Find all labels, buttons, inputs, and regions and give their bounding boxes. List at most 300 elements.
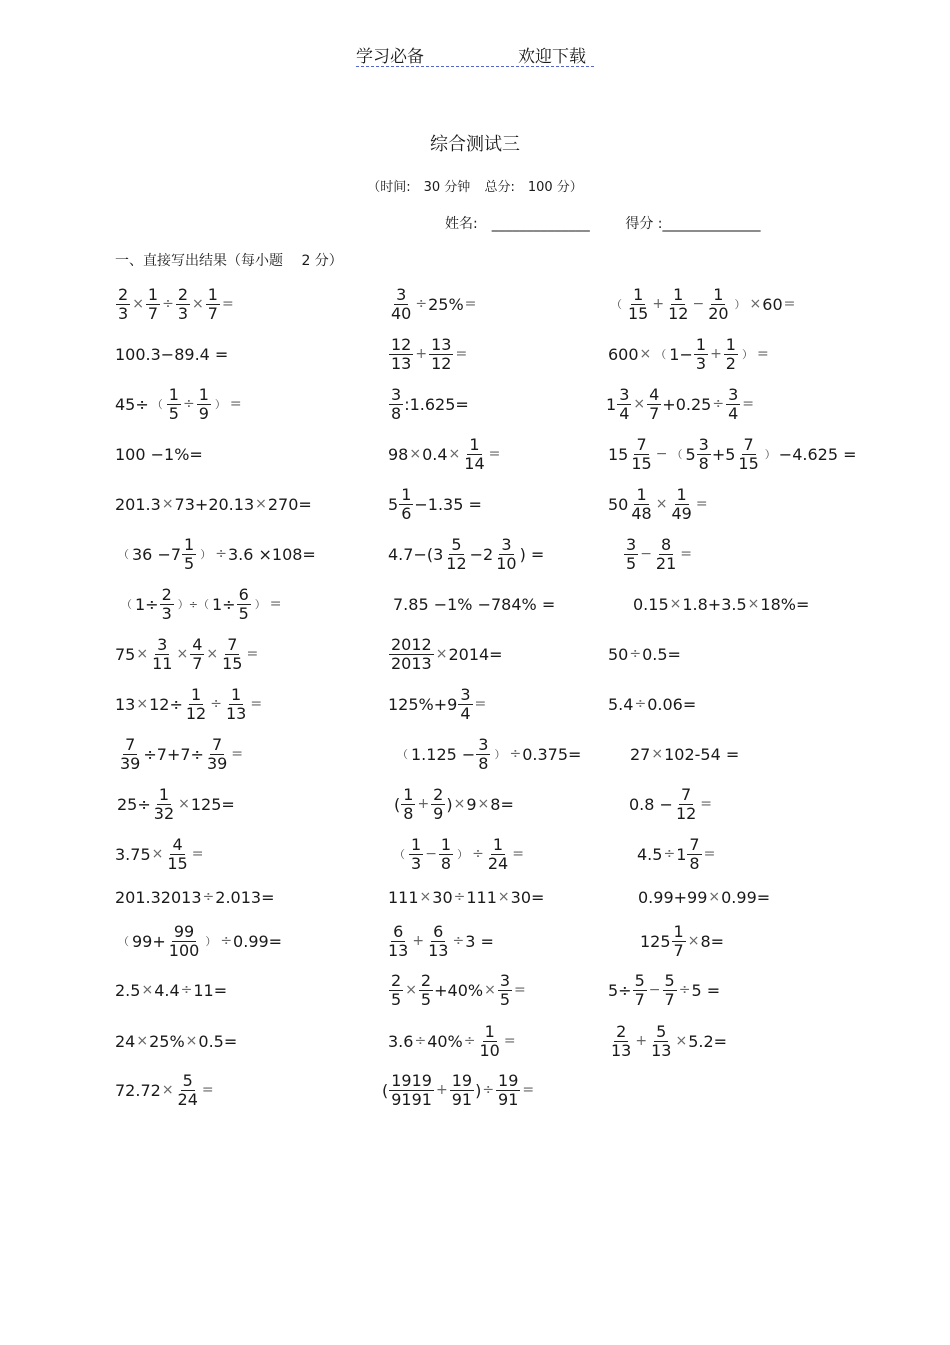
time-info: （时间: 30 分钟 (367, 180, 471, 195)
operator: ÷ (220, 933, 233, 949)
operator: × (409, 446, 422, 462)
problem-item (388, 429, 501, 479)
numerator: 4 (172, 834, 183, 854)
denominator: 49 (671, 503, 692, 523)
expression-text: 1 (606, 394, 617, 414)
numerator: 3 (499, 970, 510, 990)
numerator: 3 (501, 534, 512, 554)
expression-text: ÷7+7÷ (143, 744, 204, 764)
expression-text: ( (382, 1080, 389, 1100)
denominator: 5 (391, 989, 402, 1009)
denominator: 8 (403, 803, 414, 823)
problem-item (388, 279, 477, 329)
operator: = (231, 746, 244, 762)
problem-item (118, 579, 283, 629)
expression-text: 1÷ (135, 594, 159, 614)
fraction (389, 636, 434, 672)
problem-item (115, 429, 203, 479)
denominator: 21 (655, 553, 677, 573)
numerator: 7 (681, 784, 692, 804)
fraction (458, 686, 472, 722)
operator: × (192, 296, 204, 312)
numerator: 5 (182, 1070, 193, 1090)
fraction (205, 736, 229, 772)
expression-text: 600 (608, 344, 639, 364)
operator: = (503, 1033, 516, 1049)
fraction (450, 1072, 474, 1108)
numerator: 6 (393, 921, 404, 941)
expression-text: 27 (630, 744, 651, 764)
operator: ÷ (162, 296, 174, 312)
numerator: 5 (656, 1021, 667, 1041)
problem-item (117, 779, 235, 829)
numerator: 7 (212, 734, 223, 754)
fraction (389, 336, 413, 372)
operator: ÷ (509, 746, 522, 762)
expression-text: 3.75 (115, 844, 151, 864)
problem-item (385, 916, 494, 966)
numerator: 6 (238, 584, 249, 604)
expression-text: 1 (676, 844, 687, 864)
denominator: 39 (206, 753, 228, 773)
denominator: 13 (388, 940, 409, 960)
fraction (477, 1023, 501, 1059)
numerator: 7 (125, 734, 136, 754)
fraction (409, 836, 423, 872)
expression-text: 5 = (691, 980, 721, 1000)
numerator: 5 (451, 534, 462, 554)
operator: + (417, 796, 430, 812)
denominator: 91 (451, 1089, 473, 1109)
numerator: 1 (484, 1021, 495, 1041)
numerator: 19 (451, 1070, 473, 1090)
problem-item (388, 629, 503, 679)
expression-text: 50 (608, 494, 629, 514)
fraction (118, 736, 142, 772)
expression-text: 75 (115, 644, 136, 664)
numerator: 1 (207, 284, 218, 304)
fraction (176, 286, 190, 322)
denominator: 6 (401, 503, 412, 523)
operator: + (415, 346, 428, 362)
denominator: 15 (628, 303, 649, 323)
numerator: 2 (391, 970, 402, 990)
expression-text: 13 (115, 694, 136, 714)
numerator: 7 (743, 434, 754, 454)
problem-item (388, 529, 544, 579)
operator: × (651, 746, 664, 762)
expression-text: 1÷ (212, 594, 236, 614)
fraction (386, 923, 410, 959)
problem-item (393, 579, 555, 629)
numerator: 6 (433, 921, 444, 941)
numerator: 3 (728, 384, 739, 404)
expression-text: 100 −1%= (115, 444, 203, 464)
denominator: 12 (668, 303, 689, 323)
denominator: 2013 (391, 653, 432, 673)
expression-text: 2014= (448, 644, 503, 664)
operator: = (700, 796, 713, 812)
expression-text: 60 (762, 294, 783, 314)
operator: ÷ (202, 889, 215, 905)
operator: ÷ (663, 846, 676, 862)
numerator: 1 (673, 921, 684, 941)
operator: × (132, 296, 144, 312)
operator: = (246, 646, 259, 662)
operator: ÷ (712, 396, 725, 412)
fraction (624, 536, 638, 572)
expression-text: +5 (711, 444, 736, 464)
expression-text: 0.4 (422, 444, 448, 464)
operator: ÷ (453, 889, 466, 905)
expression-text: 5 (388, 494, 399, 514)
paren: ） (734, 298, 746, 311)
numerator: 7 (636, 434, 647, 454)
denominator: 13 (391, 353, 412, 373)
numerator: 3 (626, 534, 637, 554)
fraction (672, 923, 686, 959)
operator: − (425, 846, 437, 862)
expression-text: 8= (700, 931, 725, 951)
operator: ÷ (472, 846, 484, 862)
expression-text: 5÷ (608, 980, 632, 1000)
operator: × (497, 889, 510, 905)
problem-item (115, 679, 263, 729)
problem-item (608, 479, 709, 529)
numerator: 2012 (391, 634, 432, 654)
operator: = (250, 696, 263, 712)
expression-text: ) (446, 794, 453, 814)
operator: × (448, 446, 461, 462)
denominator: 7 (634, 989, 645, 1009)
fraction (389, 286, 413, 322)
operator: ÷ (215, 546, 227, 562)
expression-text: 111 (388, 887, 419, 907)
denominator: 15 (631, 453, 652, 473)
fraction (609, 1023, 633, 1059)
denominator: 39 (120, 753, 141, 773)
operator: + (435, 1082, 448, 1098)
fraction (399, 486, 413, 522)
operator: × (255, 496, 267, 512)
expression-text: 102-54 = (664, 744, 740, 764)
expression-text: 2.013= (215, 887, 275, 907)
operator: × (405, 982, 417, 998)
denominator: 10 (479, 1040, 500, 1060)
operator: = (703, 846, 716, 862)
operator: − (640, 546, 652, 562)
problem-item (388, 1016, 517, 1066)
paren: （ (118, 935, 129, 948)
expression-text: −4.625 = (778, 444, 857, 464)
operator: − (648, 982, 661, 998)
page-header (356, 42, 594, 67)
problem-item (606, 379, 755, 429)
problem-item (633, 579, 809, 629)
problem-item (115, 329, 228, 379)
fraction (498, 972, 512, 1008)
numerator: 99 (173, 921, 195, 941)
fraction (220, 636, 244, 672)
operator: = (756, 346, 769, 362)
numerator: 2 (433, 784, 444, 804)
expression-text: 40% (427, 1031, 463, 1051)
fraction (167, 386, 181, 422)
expression-text: 0.99= (721, 887, 771, 907)
denominator: 3 (177, 303, 189, 323)
numerator: 3 (396, 284, 407, 304)
denominator: 7 (207, 303, 218, 323)
problem-item (608, 629, 681, 679)
expression-text: 2.5 (115, 980, 141, 1000)
paren: ） (457, 848, 469, 861)
denominator: 7 (649, 403, 660, 423)
fraction (617, 386, 631, 422)
operator: × (136, 646, 149, 662)
problem-item (623, 529, 693, 579)
expression-text: 5.4 (608, 694, 634, 714)
expression-text: 24 (115, 1031, 136, 1051)
expression-text: ( (394, 794, 401, 814)
operator: = (464, 296, 477, 312)
expression-text: 1.8+3.5 (682, 594, 747, 614)
expression-text: +40% (434, 980, 484, 1000)
paren: ） (205, 935, 217, 948)
denominator: 2 (725, 353, 736, 373)
fraction (629, 486, 653, 522)
problem-item (388, 329, 468, 379)
operator: × (655, 496, 668, 512)
expression-text: 4.7−(3 (388, 544, 444, 564)
fraction (724, 336, 738, 372)
paren: ） (254, 598, 266, 611)
denominator: 14 (464, 453, 485, 473)
denominator: 8 (689, 853, 700, 873)
operator: × (141, 982, 154, 998)
paren: ） (764, 448, 776, 461)
denominator: 24 (487, 853, 509, 873)
fraction (150, 636, 174, 672)
fraction (429, 336, 453, 372)
fraction (626, 286, 650, 322)
denominator: 100 (168, 940, 200, 960)
problem-item (117, 729, 244, 779)
operator: + (710, 346, 722, 362)
fraction (389, 972, 403, 1008)
numerator: 1 (401, 484, 412, 504)
operator: × (477, 796, 490, 812)
denominator: 8 (698, 453, 709, 473)
operator: × (669, 596, 682, 612)
fraction (444, 536, 468, 572)
operator: × (176, 646, 189, 662)
operator: ÷ (414, 1033, 427, 1049)
expression-text: 125= (190, 794, 235, 814)
numerator: 4 (649, 384, 660, 404)
expression-text: 0.8 − (629, 794, 673, 814)
numerator: 19 (498, 1070, 519, 1090)
fraction (419, 972, 433, 1008)
problem-item (388, 679, 487, 729)
fraction (160, 586, 174, 622)
fraction (462, 436, 486, 472)
paren: （ (121, 598, 132, 611)
expression-text: 125%+9 (388, 694, 458, 714)
denominator: 7 (147, 303, 159, 323)
expression-text: 1− (669, 344, 693, 364)
operator: ÷ (482, 1082, 495, 1098)
denominator: 9191 (391, 1089, 432, 1109)
problem-item (115, 629, 259, 679)
denominator: 9 (198, 403, 209, 423)
fraction (197, 386, 211, 422)
fraction (431, 786, 445, 822)
operator: = (783, 296, 796, 312)
numerator: 5 (664, 970, 675, 990)
operator: ÷ (463, 1033, 476, 1049)
fraction (666, 286, 690, 322)
expression-text: 4.4 (154, 980, 180, 1000)
numerator: 3 (157, 634, 168, 654)
problem-item (608, 679, 696, 729)
expression-text: 270= (267, 494, 312, 514)
operator: = (522, 1082, 535, 1098)
operator: × (419, 889, 432, 905)
denominator: 13 (611, 1040, 632, 1060)
expression-text: 25% (428, 294, 464, 314)
denominator: 4 (728, 403, 739, 423)
denominator: 7 (192, 653, 203, 673)
numerator: 8 (661, 534, 672, 554)
paren: ） (200, 548, 212, 561)
numerator: 1 (676, 484, 687, 504)
operator: ÷ (415, 296, 428, 312)
expression-text: ) = (519, 544, 545, 564)
operator: × (484, 982, 496, 998)
expression-text: 72.72 (115, 1080, 161, 1100)
numerator: 1 (636, 484, 647, 504)
problem-item (382, 1065, 535, 1115)
denominator: 9 (433, 803, 444, 823)
section-heading: 一、直接写出结果（每小题 2 分） (115, 253, 343, 269)
operator: × (687, 933, 700, 949)
problem-item (608, 279, 796, 329)
paren: ） (741, 348, 753, 361)
operator: × (749, 296, 762, 312)
operator: = (512, 846, 524, 862)
numerator: 1 (713, 284, 724, 304)
numerator: 2 (420, 970, 432, 990)
operator: = (680, 546, 693, 562)
denominator: 5 (420, 989, 432, 1009)
paren: （ (611, 298, 622, 311)
expression-text: :1.625= (404, 394, 469, 414)
operator: + (652, 296, 665, 312)
denominator: 3 (118, 303, 129, 323)
denominator: 20 (708, 303, 729, 323)
numerator: 3 (391, 384, 402, 404)
denominator: 3 (161, 603, 172, 623)
denominator: 5 (184, 553, 195, 573)
fraction (206, 286, 220, 322)
paren: ） (494, 748, 506, 761)
fraction (190, 636, 204, 672)
numerator: 1919 (391, 1070, 432, 1090)
fraction (726, 386, 740, 422)
paren: ） (214, 398, 226, 411)
expression-text: 30= (510, 887, 545, 907)
numerator: 1 (147, 284, 159, 304)
fraction (426, 923, 450, 959)
fraction (647, 386, 661, 422)
fraction (184, 686, 208, 722)
problem-item (388, 872, 544, 922)
operator: = (488, 446, 501, 462)
operator: = (742, 396, 754, 412)
expression-text: 98 (388, 444, 409, 464)
operator: − (655, 446, 668, 462)
denominator: 8 (391, 403, 402, 423)
expression-text: 0.99+99 (638, 887, 708, 907)
problem-item (629, 779, 713, 829)
numerator: 13 (431, 334, 452, 354)
expression-text: 9 (466, 794, 477, 814)
numerator: 2 (161, 584, 172, 604)
problem-item (115, 1065, 215, 1115)
operator: × (453, 796, 466, 812)
paren: （ (118, 548, 129, 561)
fraction (116, 286, 130, 322)
operator: = (221, 296, 234, 312)
expression-text: 8= (490, 794, 514, 814)
fraction (706, 286, 730, 322)
fraction (165, 836, 189, 872)
fraction (439, 836, 453, 872)
expression-text: 7.85 −1% −784% = (393, 594, 556, 614)
operator: × (639, 346, 652, 362)
denominator: 13 (428, 940, 449, 960)
expression-text: 0.5= (642, 644, 681, 664)
operator: × (161, 1082, 174, 1098)
expression-text: 36 −7 (132, 544, 182, 564)
numerator: 12 (391, 334, 412, 354)
denominator: 5 (238, 603, 249, 623)
operator: = (474, 696, 487, 712)
problem-item (640, 916, 724, 966)
expression-text: 15 (608, 444, 629, 464)
denominator: 24 (177, 1089, 198, 1109)
denominator: 8 (440, 853, 452, 873)
operator: × (633, 396, 646, 412)
expression-text: 4.5 (637, 844, 663, 864)
denominator: 5 (168, 403, 179, 423)
operator: ÷ (180, 982, 193, 998)
paren: （ (394, 848, 405, 861)
numerator: 1 (469, 434, 480, 454)
numerator: 1 (411, 834, 422, 854)
operator: − (692, 296, 705, 312)
expression-text: −1.35 = (414, 494, 482, 514)
numerator: 7 (227, 634, 238, 654)
expression-text: 5.2= (688, 1031, 728, 1051)
fraction (736, 436, 760, 472)
score-field: 得分 :______________ (625, 216, 761, 232)
problem-item (115, 965, 227, 1015)
expression-text: 1.125 − (411, 744, 476, 764)
operator: = (455, 346, 468, 362)
expression-text: 111 (466, 887, 497, 907)
name-field: 姓名: ______________ (445, 216, 590, 232)
